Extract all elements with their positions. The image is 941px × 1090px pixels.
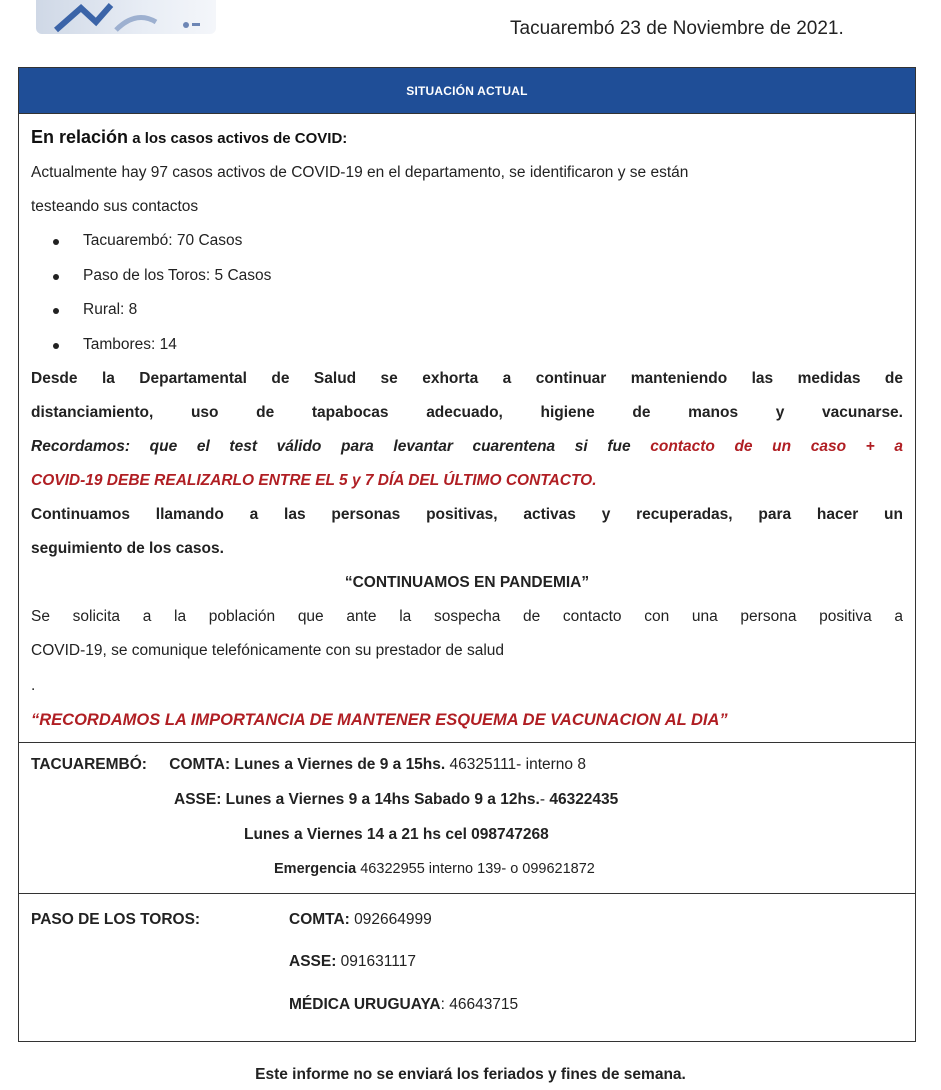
exhort-line-1: Desde la Departamental de Salud se exhorta a continuar manteniendo las medidas de <box>31 370 903 387</box>
request-line-2: COVID-19, se comunique telefónicamente con su prestador de salud <box>31 642 505 659</box>
request-line-1: Se solicita a la población que ante la sospecha de contacto con una persona positiva a <box>31 608 903 625</box>
section-banner: SITUACIÓN ACTUAL <box>19 68 915 114</box>
footer-note: Este informe no se enviará los feriados y fines de semana. <box>255 1066 686 1083</box>
pandemic-slogan: “CONTINUAMOS EN PANDEMIA” <box>344 574 590 591</box>
paso-row-3 <box>19 980 915 1030</box>
contact-phone: 092664999 <box>349 911 432 928</box>
emergency-row <box>19 852 915 893</box>
paso-label: PASO DE LOS TOROS: <box>31 911 201 928</box>
contact-name: ASSE: <box>289 953 337 970</box>
situation-section <box>19 124 915 742</box>
evening-row: Lunes a Viernes 14 a 21 hs cel 098747268 <box>244 826 549 843</box>
dot-line: . <box>31 677 36 694</box>
list-item: Paso de los Toros: 5 Casos <box>83 259 903 294</box>
reminder-line-2: COVID-19 DEBE REALIZARLO ENTRE EL 5 y 7 DÍA DEL ÚLTIMO CONTACTO. <box>31 472 597 489</box>
asse-row <box>19 782 915 817</box>
list-item: Tambores: 14 <box>83 328 903 363</box>
heading-rest: a los casos activos de COVID: <box>128 130 348 147</box>
paso-contacts <box>19 893 915 1030</box>
asse-hours: ASSE: Lunes a Viernes 9 a 14hs Sabado 9 a 12hs. <box>174 791 540 808</box>
document-date: Tacuarembó 23 de Noviembre de 2021. <box>510 18 844 39</box>
tacuarembo-comta-row <box>19 743 915 782</box>
paso-row-2 <box>19 940 915 980</box>
reminder-highlight: contacto de un caso + a <box>650 438 903 455</box>
contact-phone: 091631117 <box>336 953 416 970</box>
logo <box>36 0 216 34</box>
contact-phone: : 46643715 <box>440 996 519 1013</box>
list-item: Tacuarembó: 70 Casos <box>83 224 903 259</box>
intro-line-2: testeando sus contactos <box>31 198 199 215</box>
asse-phone: 46322435 <box>549 791 619 808</box>
follow-line-1: Continuamos llamando a las personas positivas, activas y recuperadas, para hacer un <box>31 506 903 523</box>
comta-hours: COMTA: Lunes a Viernes de 9 a 15hs. <box>169 756 446 773</box>
reminder-text: Recordamos: que el test válido para levantar cuarentena si fue <box>31 438 651 455</box>
tacuarembo-contacts <box>19 742 915 893</box>
contact-name: MÉDICA URUGUAYA <box>289 996 441 1013</box>
emergency-phone: 46322955 interno 139- o 099621872 <box>356 861 595 877</box>
heading-main: En relación <box>31 127 129 147</box>
comta-phone: 46325111- interno 8 <box>445 756 586 773</box>
exhort-line-2: distanciamiento, uso de tapabocas adecuado, higiene de manos y vacunarse. <box>31 404 903 421</box>
paso-comta <box>289 902 432 937</box>
cases-list <box>31 224 903 362</box>
intro-line-1: Actualmente hay 97 casos activos de COVID-19 en el departamento, se identificaron y se están <box>31 164 689 181</box>
logo-graphic <box>36 0 216 34</box>
paso-row-1 <box>19 894 915 940</box>
vaccine-reminder: “RECORDAMOS LA IMPORTANCIA DE MANTENER ESQUEMA DE VACUNACION AL DIA” <box>31 711 728 729</box>
list-item: Rural: 8 <box>83 293 903 328</box>
report-card <box>18 67 916 1042</box>
follow-line-2: seguimiento de los casos. <box>31 540 224 557</box>
asse-dash: - <box>539 791 550 808</box>
cases-heading <box>31 124 903 152</box>
reminder-line-1 <box>31 430 903 464</box>
tacuarembo-label: TACUAREMBÓ: <box>31 756 147 773</box>
contact-name: COMTA: <box>289 911 350 928</box>
emergency-label: Emergencia <box>274 861 357 877</box>
